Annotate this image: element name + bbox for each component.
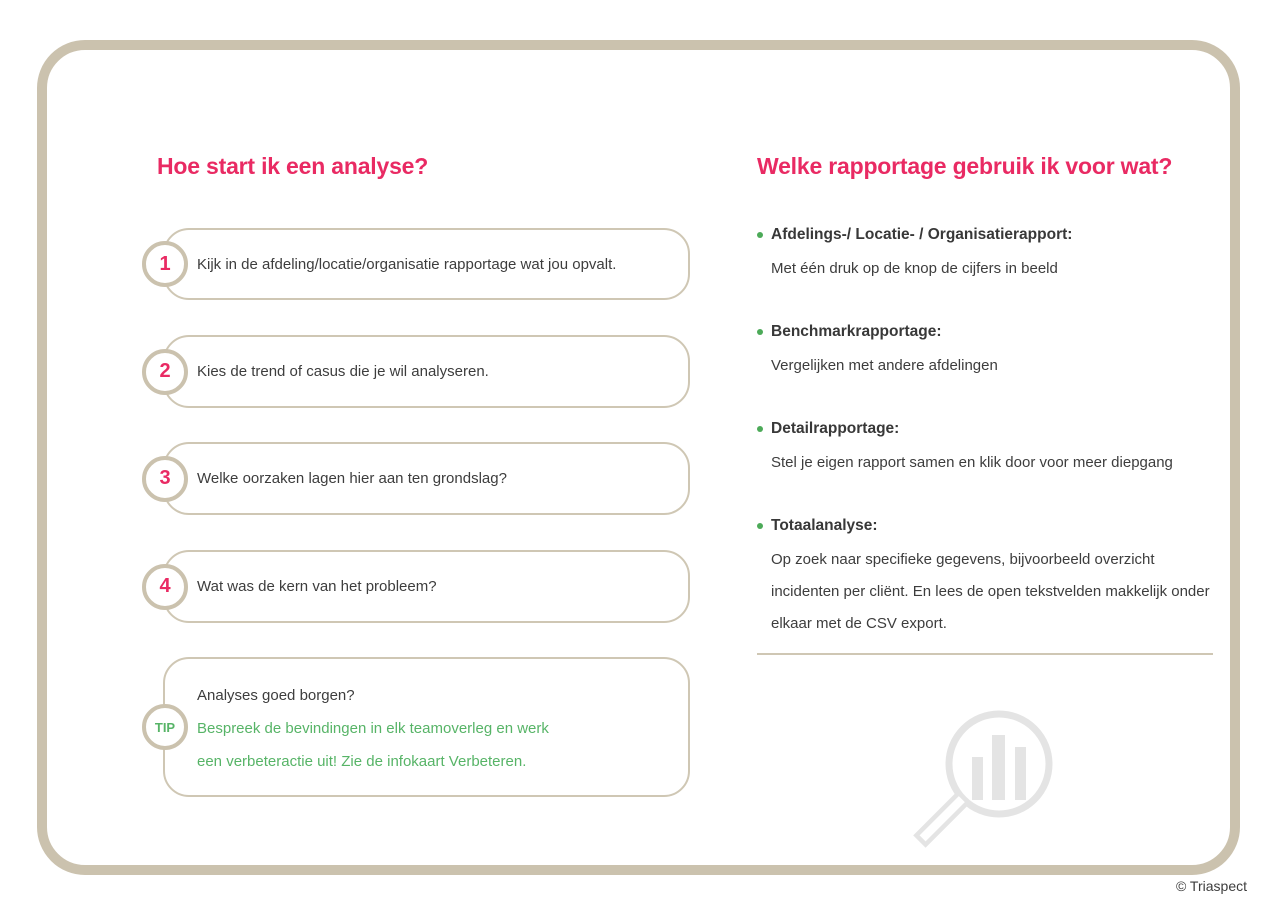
tip-box (154, 657, 690, 797)
step-box-4 (159, 550, 690, 623)
tip-badge: TIP (142, 704, 188, 750)
tip-question: Analyses goed borgen? (197, 687, 355, 704)
step-number-badge-3: 3 (142, 456, 188, 502)
report-title-row (757, 323, 1225, 341)
step-box-3 (159, 442, 690, 515)
report-title-row (757, 420, 1225, 438)
infokaart-card (37, 40, 1240, 875)
magnifier-bar-chart-icon (912, 698, 1062, 863)
report-item-title: Afdelings-/ Locatie- / Organisatierapport: (771, 226, 1073, 243)
report-item-description: Vergelijken met andere afdelingen (771, 357, 998, 374)
report-item-description: Met één druk op de knop de cijfers in beeld (771, 260, 1058, 277)
copyright: © Triaspect (1175, 878, 1247, 894)
step-box-2 (159, 335, 690, 408)
report-item-benchmarkrapportage (757, 323, 1225, 382)
divider (757, 653, 1213, 655)
bullet-icon (757, 426, 763, 432)
report-title-row (757, 226, 1225, 244)
tip-advice-line-2: een verbeteractie uit! Zie de infokaart Verbeteren. (197, 753, 527, 770)
step-text-2: Kies de trend of casus die je wil analyseren. (197, 363, 489, 380)
report-item-totaalanalyse (757, 517, 1225, 640)
step-number-badge-1: 1 (142, 241, 188, 287)
bullet-icon (757, 523, 763, 529)
bullet-icon (757, 232, 763, 238)
report-title-row (757, 517, 1225, 535)
report-item-title: Totaalanalyse: (771, 517, 878, 534)
report-item-detailrapportage (757, 420, 1225, 479)
tip-advice-line-1: Bespreek de bevindingen in elk teamoverleg en werk (197, 720, 549, 737)
step-box-1 (159, 228, 690, 300)
step-number-badge-2: 2 (142, 349, 188, 395)
step-number-badge-4: 4 (142, 564, 188, 610)
report-item-description: Op zoek naar specifieke gegevens, bijvoorbeeld overzicht incidenten per cliënt. En lees de open tekstvelden makkelijk onder elkaar met de CSV export. (771, 551, 1210, 632)
report-item-title: Detailrapportage: (771, 420, 900, 437)
report-item-title: Benchmarkrapportage: (771, 323, 942, 340)
bullet-icon (757, 329, 763, 335)
report-item-afdelingsrapport (757, 226, 1225, 285)
step-text-4: Wat was de kern van het probleem? (197, 578, 437, 595)
step-text-1: Kijk in de afdeling/locatie/organisatie rapportage wat jou opvalt. (197, 255, 617, 273)
left-column-title: Hoe start ik een analyse? (157, 153, 429, 179)
report-item-description: Stel je eigen rapport samen en klik door voor meer diepgang (771, 454, 1173, 471)
tip-content (165, 659, 549, 778)
right-column-title: Welke rapportage gebruik ik voor wat? (757, 153, 1173, 179)
step-text-3: Welke oorzaken lagen hier aan ten grondslag? (197, 470, 507, 487)
